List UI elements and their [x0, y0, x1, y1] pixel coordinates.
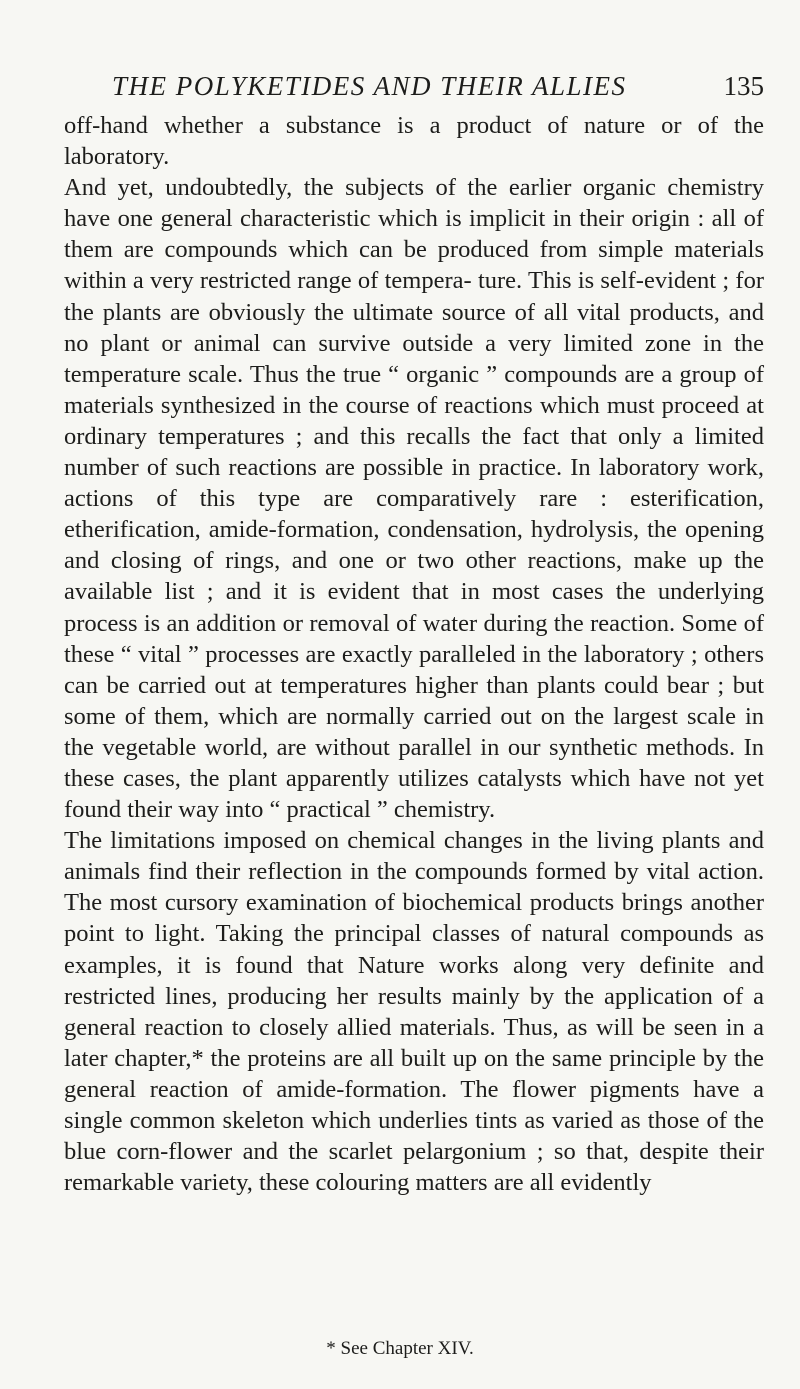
page-number: 135	[723, 71, 764, 101]
paragraph-continuation: off-hand whether a substance is a product of nature or of the laboratory.	[64, 112, 764, 171]
running-title: THE POLYKETIDES AND THEIR ALLIES	[112, 71, 627, 101]
paragraph-limitations: The limitations imposed on chemical changes in the living plants and animals find their reflection in the compounds formed by vital action. The most cursory examination of biochemical products brings another point to light. Taking the principal classes of natural compounds as examples, it is found that Nature works along very definite and restricted lines, producing her results mainly by the application of a general reaction to closely allied materials. Thus, as will be seen in a later chapter,* the proteins are all built up on the same principle by the general reaction of amide-formation. The flower pigments have a single common skeleton which underlies tints as varied as those of the blue corn-flower and the scarlet pelargonium ; so that, despite their remarkable variety, these colouring matters are all evidently	[64, 827, 764, 1197]
paragraph-origin: And yet, undoubtedly, the subjects of the earlier organic chemistry have one general characteristic which is implicit in their origin : all of them are compounds which can be produced from simple materials within a very restricted range of tempera- ture. This is self-evident ; for the plants are obviously the ultimate source of all vital products, and no plant or animal can survive outside a very limited zone in the temperature scale. Thus the true “ organic ” compounds are a group of materials synthesized in the course of reactions which must proceed at ordinary temperatures ; and this recalls the fact that only a limited number of such reactions are possible in practice. In laboratory work, actions of this type are comparatively rare : esterification, etherification, amide-formation, condensation, hydrolysis, the opening and closing of rings, and one or two other reactions, make up the available list ; and it is evident that in most cases the underlying process is an addition or removal of water during the reaction. Some of these “ vital ” processes are exactly paralleled in the laboratory ; others can be carried out at temperatures higher than plants could bear ; but some of them, which are normally carried out on the largest scale in the vegetable world, are without parallel in our synthetic methods. In these cases, the plant apparently utilizes catalysts which have not yet found their way into “ practical ” chemistry.	[64, 174, 764, 824]
body-text	[64, 110, 764, 1198]
footnote: * See Chapter XIV.	[326, 1338, 474, 1359]
running-head	[64, 66, 764, 106]
